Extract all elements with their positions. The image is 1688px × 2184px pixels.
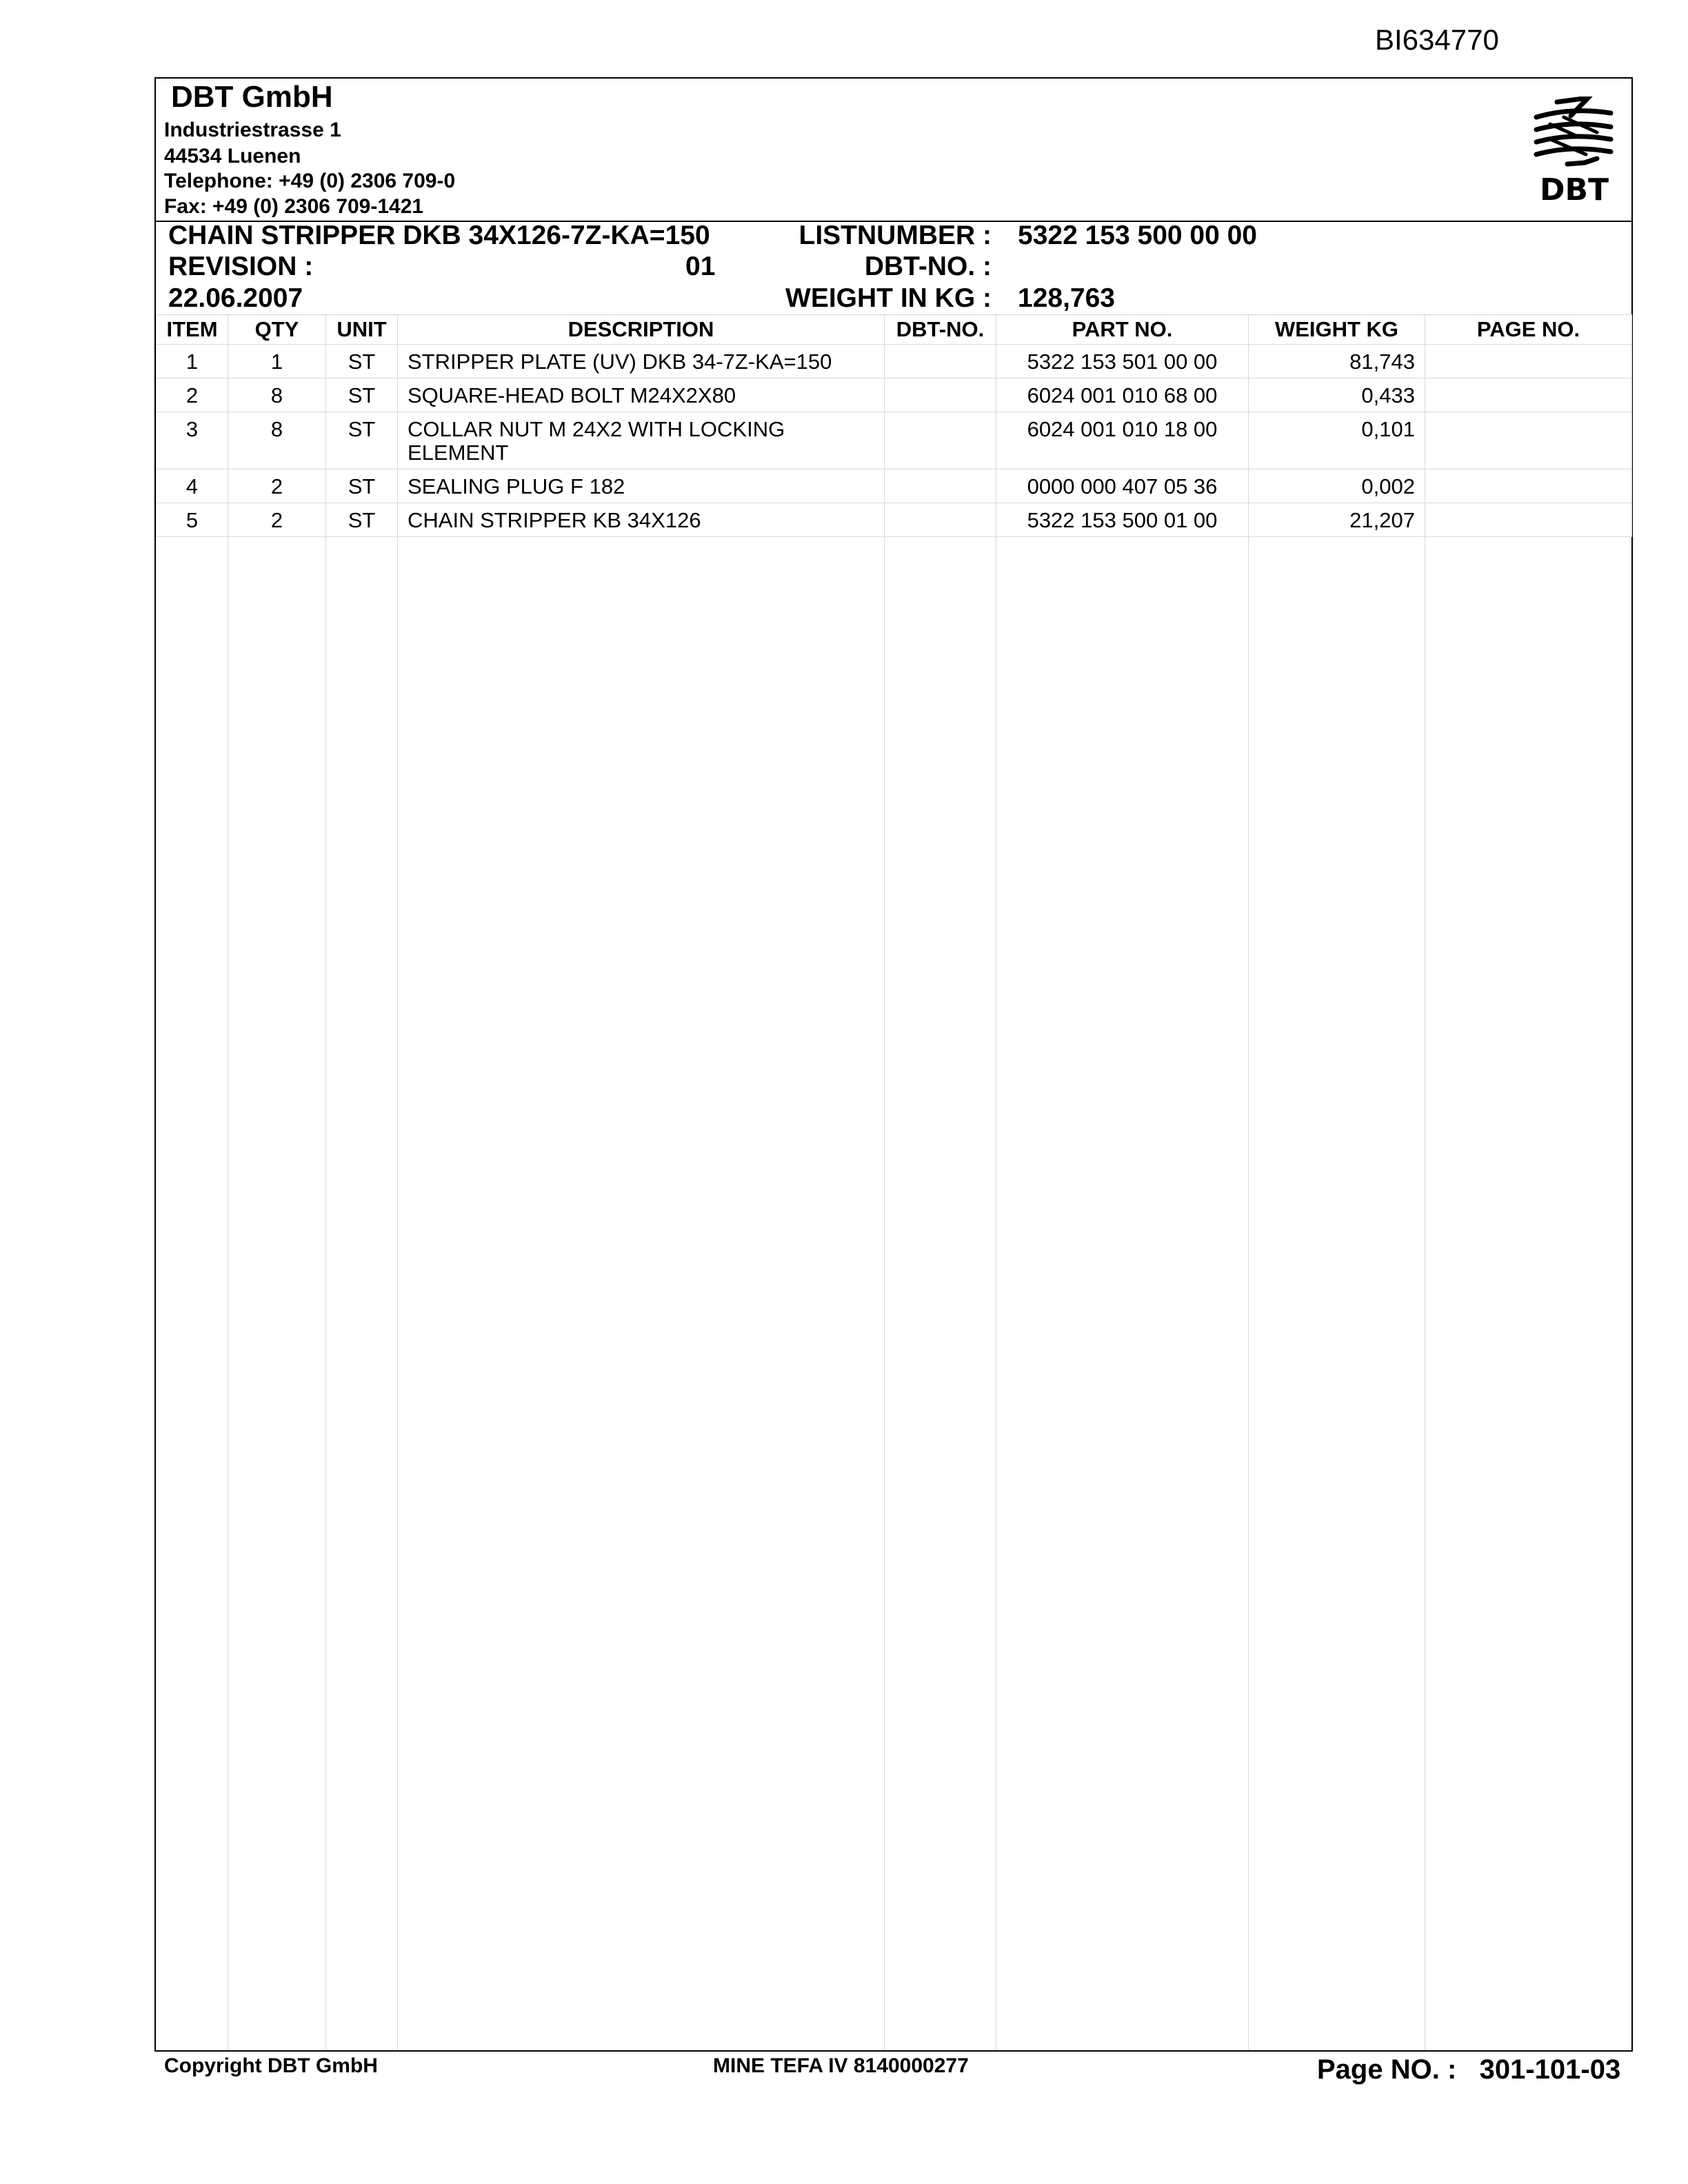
cell-qty: 2 [228, 469, 326, 503]
cell-dbt-no [885, 469, 996, 503]
listnumber-value: 5322 153 500 00 00 [1018, 221, 1258, 250]
parts-table [156, 314, 1632, 537]
description-line-2: ELEMENT [408, 441, 509, 465]
company-street: Industriestrasse 1 [164, 119, 341, 141]
cell-part-no: 6024 001 010 68 00 [996, 378, 1249, 412]
cell-unit: ST [326, 503, 398, 537]
list-date: 22.06.2007 [168, 283, 303, 313]
cell-page-no [1425, 378, 1632, 412]
cell-part-no: 5322 153 500 01 00 [996, 503, 1249, 537]
column-header-description: DESCRIPTION [398, 315, 885, 345]
column-header-item: ITEM [157, 315, 228, 345]
table-row [157, 412, 1632, 469]
column-header-dbt-no: DBT-NO. [885, 315, 996, 345]
table-row [157, 469, 1632, 503]
weight-label: WEIGHT IN KG : [785, 283, 992, 313]
footer-mine: MINE TEFA IV 8140000277 [713, 2054, 969, 2077]
table-row [157, 345, 1632, 378]
company-city: 44534 Luenen [164, 145, 301, 168]
cell-description [398, 378, 885, 412]
cell-item: 1 [157, 345, 228, 378]
cell-description [398, 412, 885, 469]
description-line: COLLAR NUT M 24X2 WITH LOCKING [408, 417, 785, 441]
cell-unit: ST [326, 469, 398, 503]
description-line: SQUARE-HEAD BOLT M24X2X80 [408, 383, 736, 407]
cell-weight: 0,002 [1249, 469, 1425, 503]
description-line: SEALING PLUG F 182 [408, 474, 625, 498]
cell-weight: 0,433 [1249, 378, 1425, 412]
dbt-logo [1529, 97, 1619, 207]
footer-copyright: Copyright DBT GmbH [164, 2054, 378, 2077]
cell-part-no: 6024 001 010 18 00 [996, 412, 1249, 469]
cell-part-no: 5322 153 501 00 00 [996, 345, 1249, 378]
company-fax: Fax: +49 (0) 2306 709-1421 [164, 195, 424, 218]
cell-description [398, 345, 885, 378]
cell-unit: ST [326, 412, 398, 469]
footer-page-number [1317, 2054, 1620, 2085]
logo-text: DBT [1539, 172, 1609, 207]
column-header-part-no: PART NO. [996, 315, 1249, 345]
column-guide [1248, 531, 1249, 2050]
column-header-page-no: PAGE NO. [1425, 315, 1632, 345]
cell-page-no [1425, 345, 1632, 378]
cell-dbt-no [885, 412, 996, 469]
list-title: CHAIN STRIPPER DKB 34X126-7Z-KA=150 [168, 221, 710, 250]
cell-page-no [1425, 469, 1632, 503]
column-header-unit: UNIT [326, 315, 398, 345]
page-number-label: Page NO. : [1317, 2054, 1457, 2085]
cell-page-no [1425, 412, 1632, 469]
table-row [157, 378, 1632, 412]
cell-qty: 2 [228, 503, 326, 537]
cell-qty: 1 [228, 345, 326, 378]
cell-page-no [1425, 503, 1632, 537]
column-guide [884, 531, 885, 2050]
cell-item: 2 [157, 378, 228, 412]
cell-unit: ST [326, 345, 398, 378]
table-header-row [157, 315, 1632, 345]
page-number-value: 301-101-03 [1479, 2054, 1621, 2085]
dbt-no-label: DBT-NO. : [864, 252, 992, 281]
cell-item: 4 [157, 469, 228, 503]
revision-value: 01 [685, 252, 716, 281]
cell-part-no: 0000 000 407 05 36 [996, 469, 1249, 503]
table-row [157, 503, 1632, 537]
cell-item: 5 [157, 503, 228, 537]
cell-qty: 8 [228, 378, 326, 412]
column-header-qty: QTY [228, 315, 326, 345]
column-header-weight: WEIGHT KG [1249, 315, 1425, 345]
cell-unit: ST [326, 378, 398, 412]
description-line: STRIPPER PLATE (UV) DKB 34-7Z-KA=150 [408, 350, 832, 374]
company-telephone: Telephone: +49 (0) 2306 709-0 [164, 170, 456, 192]
description-line: CHAIN STRIPPER KB 34X126 [408, 508, 701, 532]
cell-weight: 0,101 [1249, 412, 1425, 469]
cell-dbt-no [885, 378, 996, 412]
company-name: DBT GmbH [171, 80, 333, 114]
cell-weight: 21,207 [1249, 503, 1425, 537]
column-guide [397, 531, 398, 2050]
column-guide [325, 531, 326, 2050]
weight-value: 128,763 [1018, 283, 1115, 313]
cell-dbt-no [885, 503, 996, 537]
revision-label: REVISION : [168, 252, 314, 281]
cell-weight: 81,743 [1249, 345, 1425, 378]
listnumber-label: LISTNUMBER : [798, 221, 992, 250]
cell-qty: 8 [228, 412, 326, 469]
cell-description [398, 469, 885, 503]
document-id: BI634770 [1375, 23, 1499, 56]
cell-item: 3 [157, 412, 228, 469]
cell-dbt-no [885, 345, 996, 378]
cell-description [398, 503, 885, 537]
